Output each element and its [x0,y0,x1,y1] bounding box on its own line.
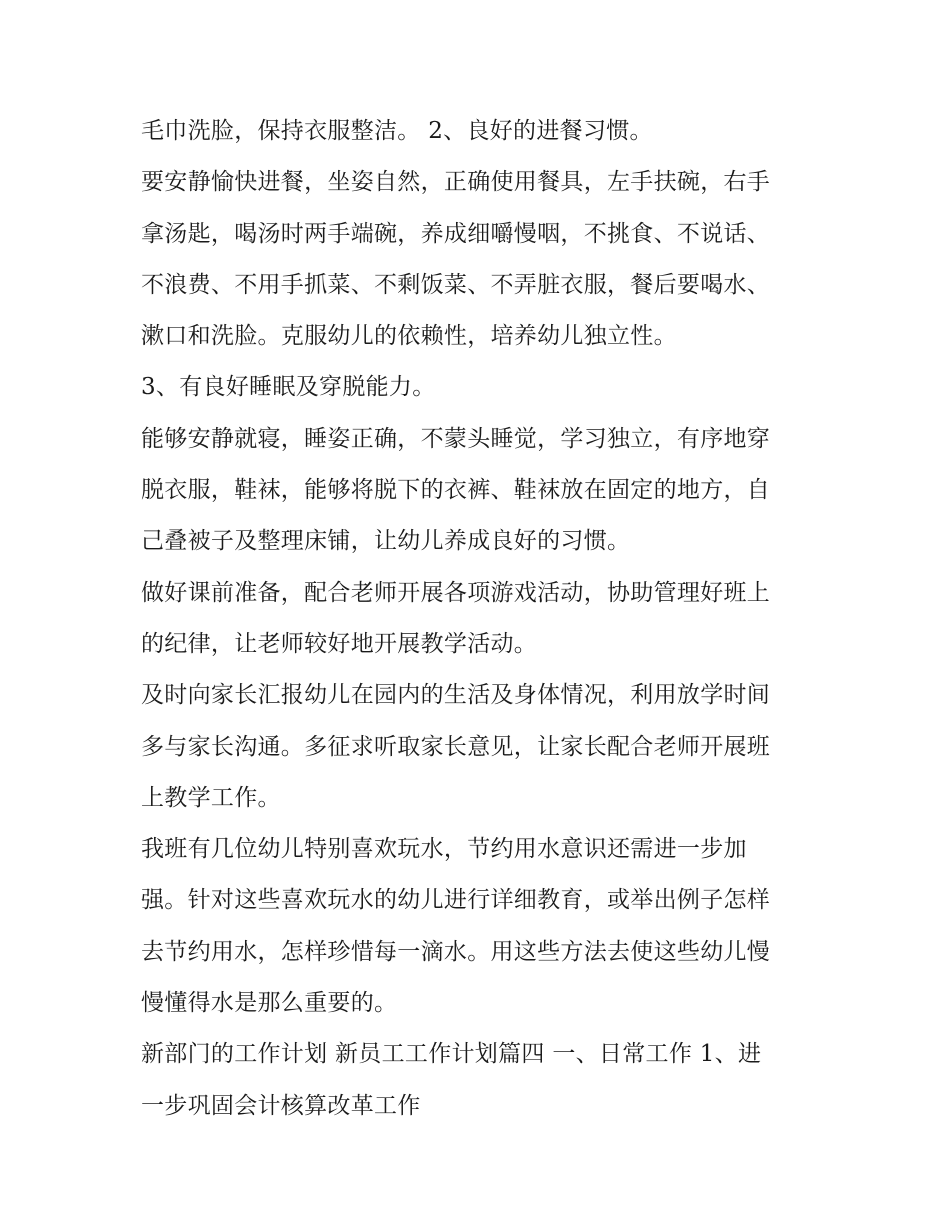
document-body [141,106,821,1132]
text-line: 毛巾洗脸，保持衣服整洁。 2、良好的进餐习惯。 [141,118,653,144]
text-line: 强。针对这些喜欢玩水的幼儿进行详细教育，或举出例子怎样 [141,887,771,914]
text-line: 及时向家长汇报幼儿在园内的生活及身体情况，利用放学时间 [141,682,771,709]
text-line: 的纪律，让老师较好地开展教学活动。 [141,630,538,657]
text-line: 慢懂得水是那么重要的。 [141,990,398,1017]
text-line: 多与家长沟通。多征求听取家长意见，让家长配合老师开展班 [141,733,771,760]
text-line: 拿汤匙，喝汤时两手端碗，养成细嚼慢咽，不挑食、不说话、 [141,220,771,247]
text-line: 做好课前准备，配合老师开展各项游戏活动，协助管理好班上 [141,579,771,606]
text-line: 3、有良好睡眠及穿脱能力。 [141,374,436,401]
text-line: 己叠被子及整理床铺，让幼儿养成良好的习惯。 [141,528,631,555]
text-line: 要安静愉快进餐，坐姿自然，正确使用餐具，左手扶碗，右手 [141,169,771,196]
text-line: 我班有几位幼儿特别喜欢玩水，节约用水意识还需进一步加 [141,836,747,863]
text-line: 漱口和洗脸。克服幼儿的依赖性，培养幼儿独立性。 [141,323,677,350]
text-line: 能够安静就寝，睡姿正确，不蒙头睡觉，学习独立，有序地穿 [141,425,771,452]
text-line: 不浪费、不用手抓菜、不剩饭菜、不弄脏衣服，餐后要喝水、 [141,271,771,298]
text-line: 脱衣服，鞋袜，能够将脱下的衣裤、鞋袜放在固定的地方，自 [141,477,771,504]
text-line: 去节约用水，怎样珍惜每一滴水。用这些方法去使这些幼儿慢 [141,938,771,965]
text-line: 一步巩固会计核算改革工作 [141,1092,421,1119]
text-line: 上教学工作。 [141,784,281,811]
text-line: 新部门的工作计划 新员工工作计划篇四 一、日常工作 1、进 [141,1041,762,1068]
